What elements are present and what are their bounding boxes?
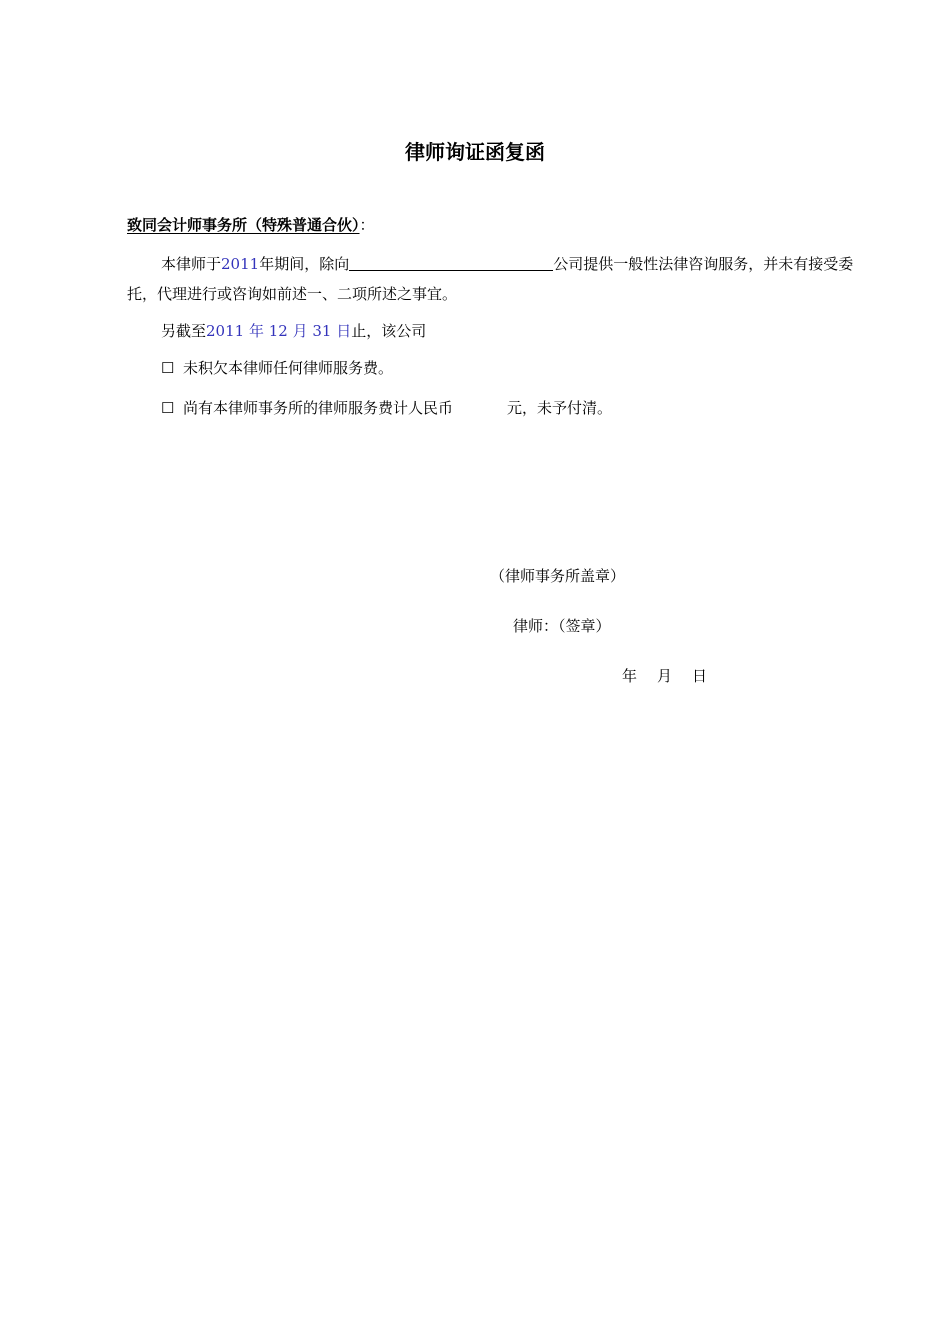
- option-no-fees: [161, 356, 393, 380]
- date-day: 日: [692, 667, 708, 685]
- paragraph1-middle: 年期间，除向: [259, 255, 350, 273]
- option-outstanding-text-before: 尚有本律师事务所的律师服务费计人民币: [183, 399, 454, 417]
- lawyer-signature-label: 律师：（签章）: [513, 617, 611, 635]
- option-outstanding-fees: [161, 396, 612, 420]
- addressee-name: 致同会计师事务所（特殊普通合伙）: [127, 216, 360, 234]
- paragraph-cutoff: [127, 316, 867, 346]
- checkbox-outstanding-fees[interactable]: ☐: [161, 399, 175, 417]
- option-outstanding-text-after: 元，未予付清。: [507, 399, 613, 417]
- company-name-blank[interactable]: [349, 252, 553, 271]
- firm-seal-label: （律师事务所盖章）: [490, 567, 626, 585]
- checkbox-no-fees[interactable]: ☐: [161, 359, 175, 377]
- paragraph1-year: 2011: [221, 255, 260, 273]
- option-no-fees-text: 未积欠本律师任何律师服务费。: [183, 359, 394, 377]
- paragraph2-prefix: 另截至: [161, 322, 207, 340]
- addressee-line: [127, 214, 375, 235]
- addressee-colon: ：: [359, 216, 375, 234]
- paragraph1-suffix: 公司提供一般性法律咨询服务，并未有接受委托，代理进行或咨询如前述一、二项所述之事宜。: [127, 255, 854, 303]
- date-month: 月: [657, 667, 673, 685]
- paragraph-service: [127, 249, 867, 309]
- document-title: 律师询证函复函: [405, 140, 545, 164]
- date-year: 年: [622, 667, 638, 685]
- signature-date: [622, 665, 707, 686]
- paragraph2-suffix: 止，该公司: [351, 322, 427, 340]
- paragraph1-prefix: 本律师于: [161, 255, 222, 273]
- paragraph2-date: 2011 年 12 月 31 日: [206, 322, 352, 340]
